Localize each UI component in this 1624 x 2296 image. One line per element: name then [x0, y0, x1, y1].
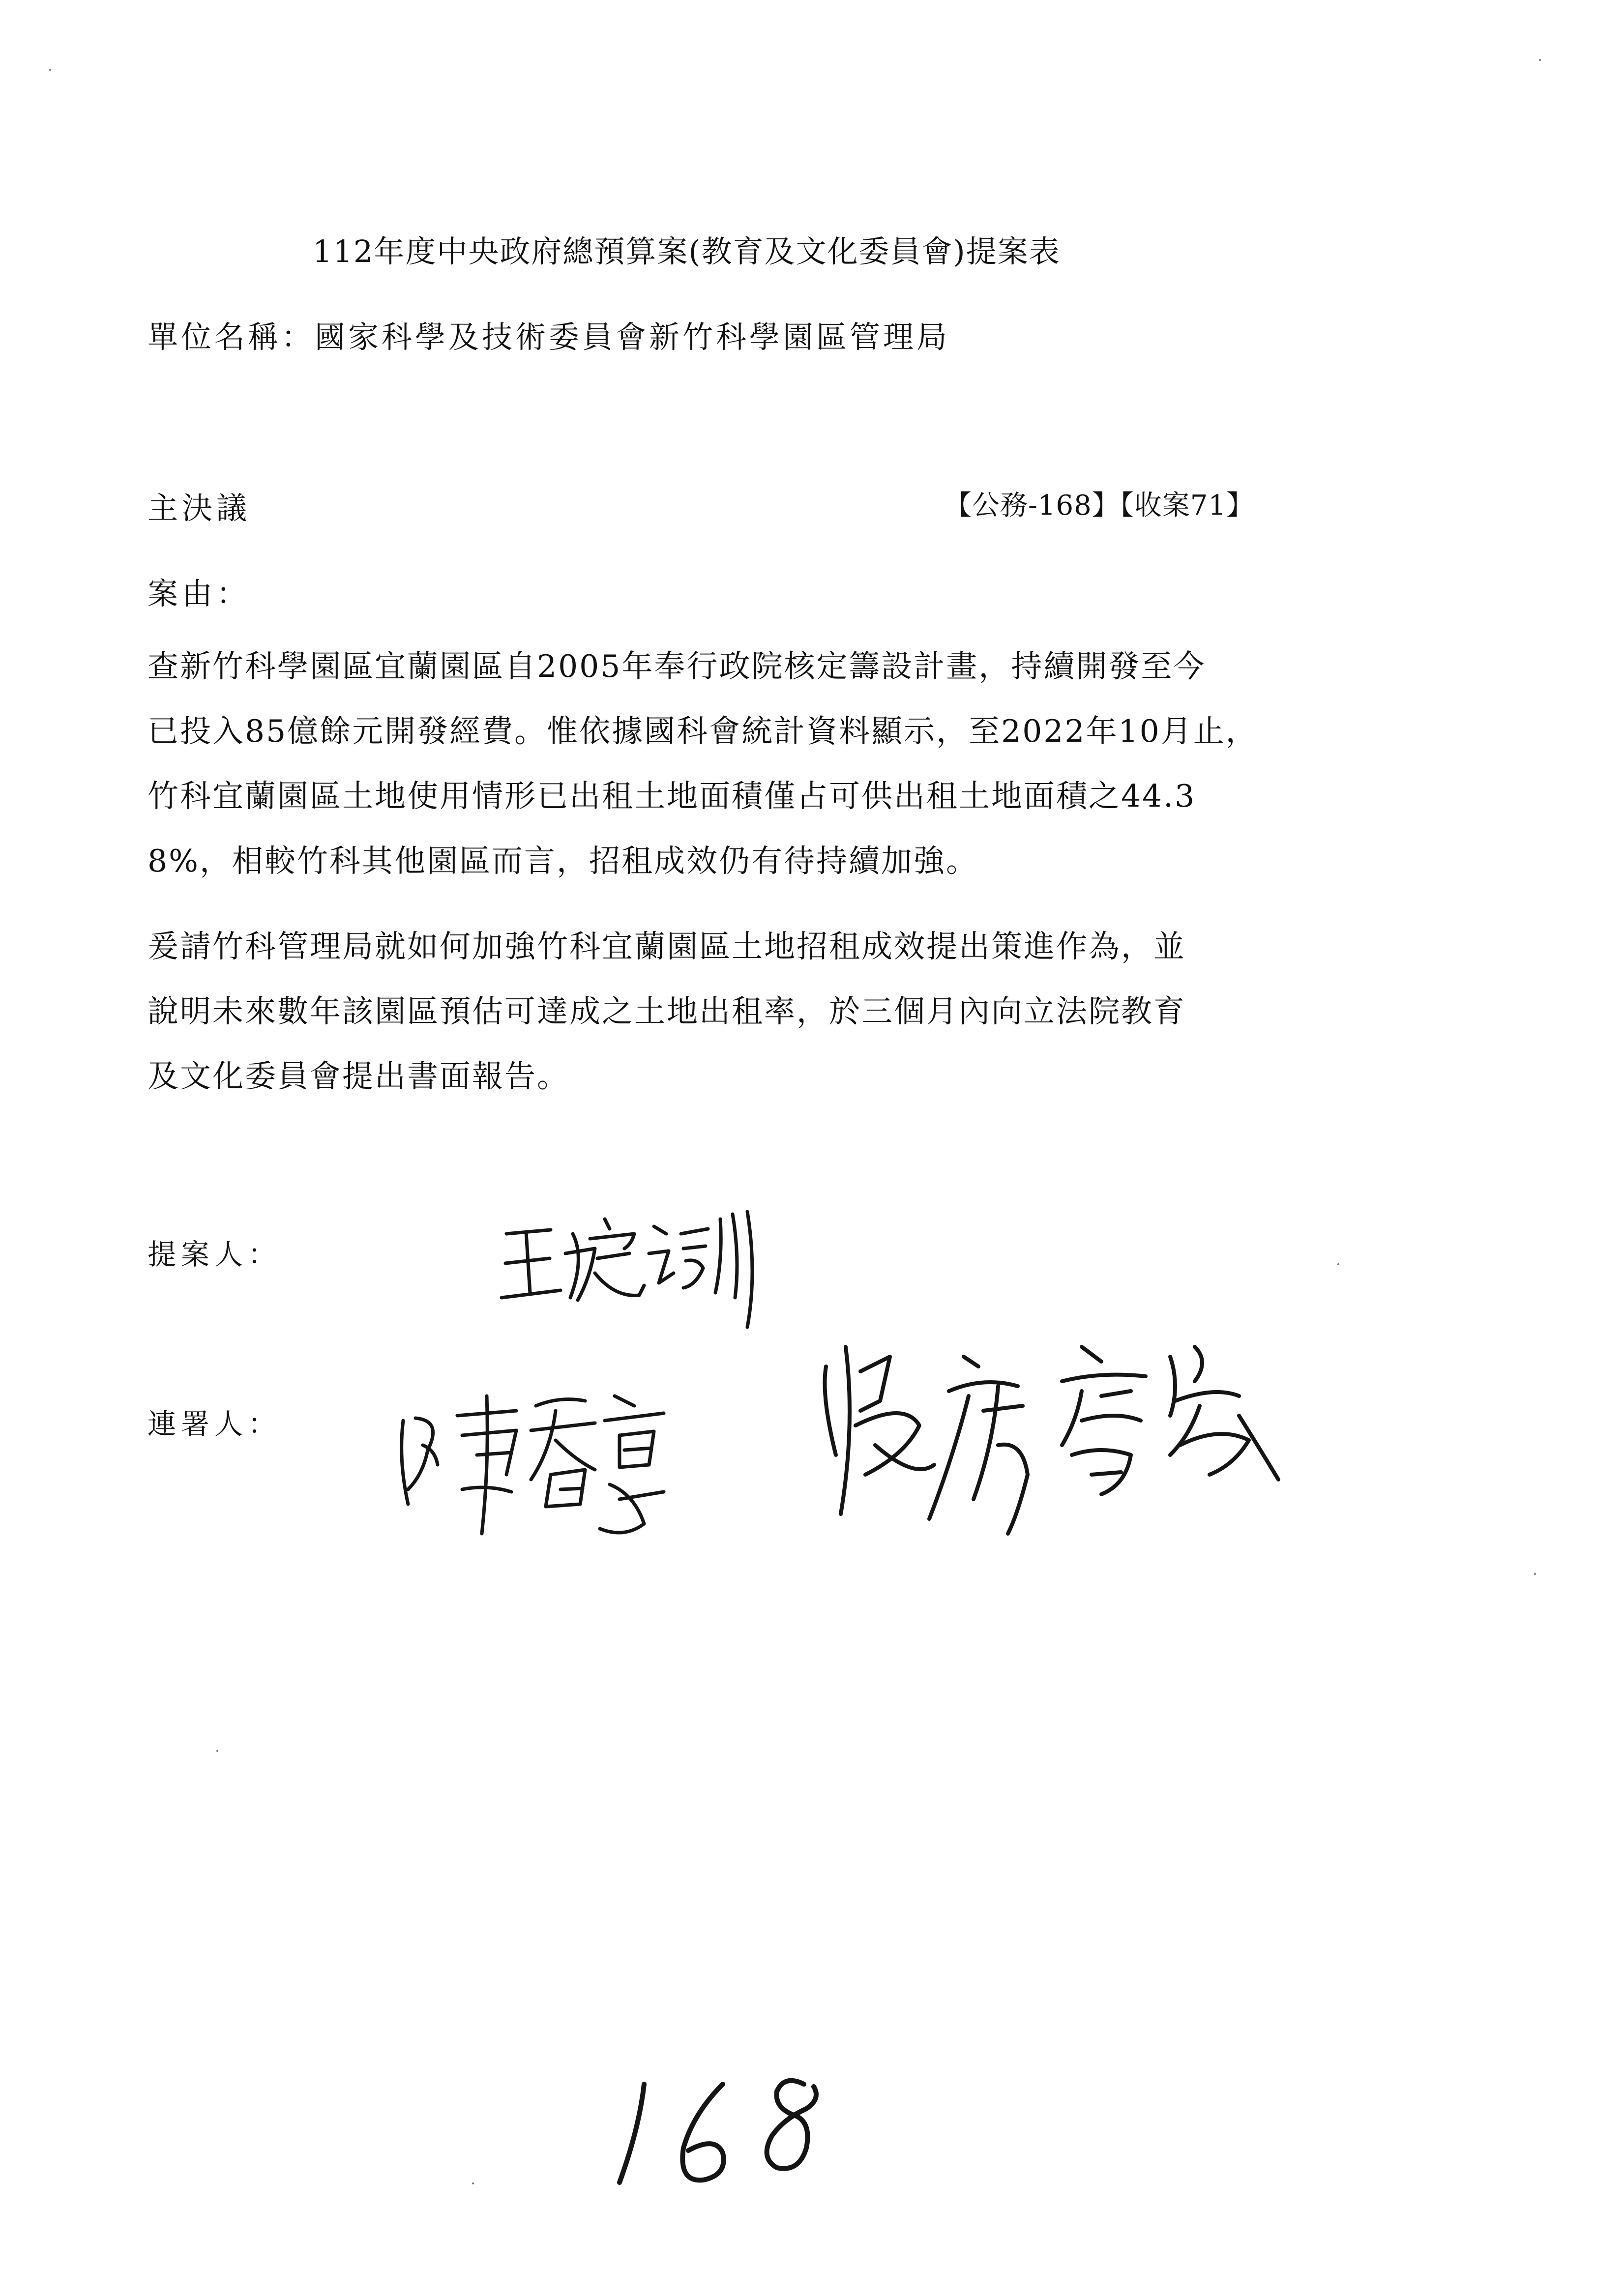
scan-speck [1539, 59, 1541, 61]
paragraph-line: 說明未來數年該園區預估可達成之土地出租率，於三個月內向立法院教育 [148, 993, 1186, 1029]
scan-speck [1337, 1263, 1339, 1265]
paragraph-line: 竹科宜蘭園區土地使用情形已出租土地面積僅占可供出租土地面積之44.3 [148, 778, 1196, 814]
handwritten-page-number [610, 2055, 856, 2202]
reason-label: 案由： [148, 576, 251, 611]
document-title: 112年度中央政府總預算案(教育及文化委員會)提案表 [313, 233, 1061, 269]
paragraph-line: 爰請竹科管理局就如何加強竹科宜蘭園區土地招租成效提出策進作為，並 [148, 929, 1186, 964]
paragraph-line: 及文化委員會提出書面報告。 [148, 1058, 569, 1094]
proposer-signature [492, 1199, 767, 1337]
cosigner-signature-2 [806, 1327, 1288, 1553]
unit-name: 單位名稱：國家科學及技術委員會新竹科學園區管理局 [148, 319, 950, 355]
paragraph-line: 已投入85億餘元開發經費。惟依據國科會統計資料顯示，至2022年10月止， [148, 713, 1258, 749]
cosigner-label: 連署人： [148, 1407, 282, 1441]
scan-speck [1534, 1573, 1536, 1575]
reason-paragraph-2 [148, 914, 1406, 1109]
cosigner-signature-1 [388, 1376, 693, 1543]
scan-speck [49, 69, 51, 71]
scan-speck [216, 1750, 218, 1752]
paragraph-line: 查新竹科學園區宜蘭園區自2005年奉行政院核定籌設計畫，持續開發至今 [148, 648, 1206, 684]
reason-paragraph-1 [148, 634, 1406, 894]
case-codes: 【公務-168】【收案71】 [944, 490, 1255, 522]
paragraph-line: 8%，相較竹科其他園區而言，招租成效仍有待持續加強。 [148, 843, 978, 879]
proposer-label: 提案人： [148, 1238, 282, 1271]
main-resolution-label: 主決議 [148, 490, 251, 526]
scan-speck [472, 2182, 474, 2184]
